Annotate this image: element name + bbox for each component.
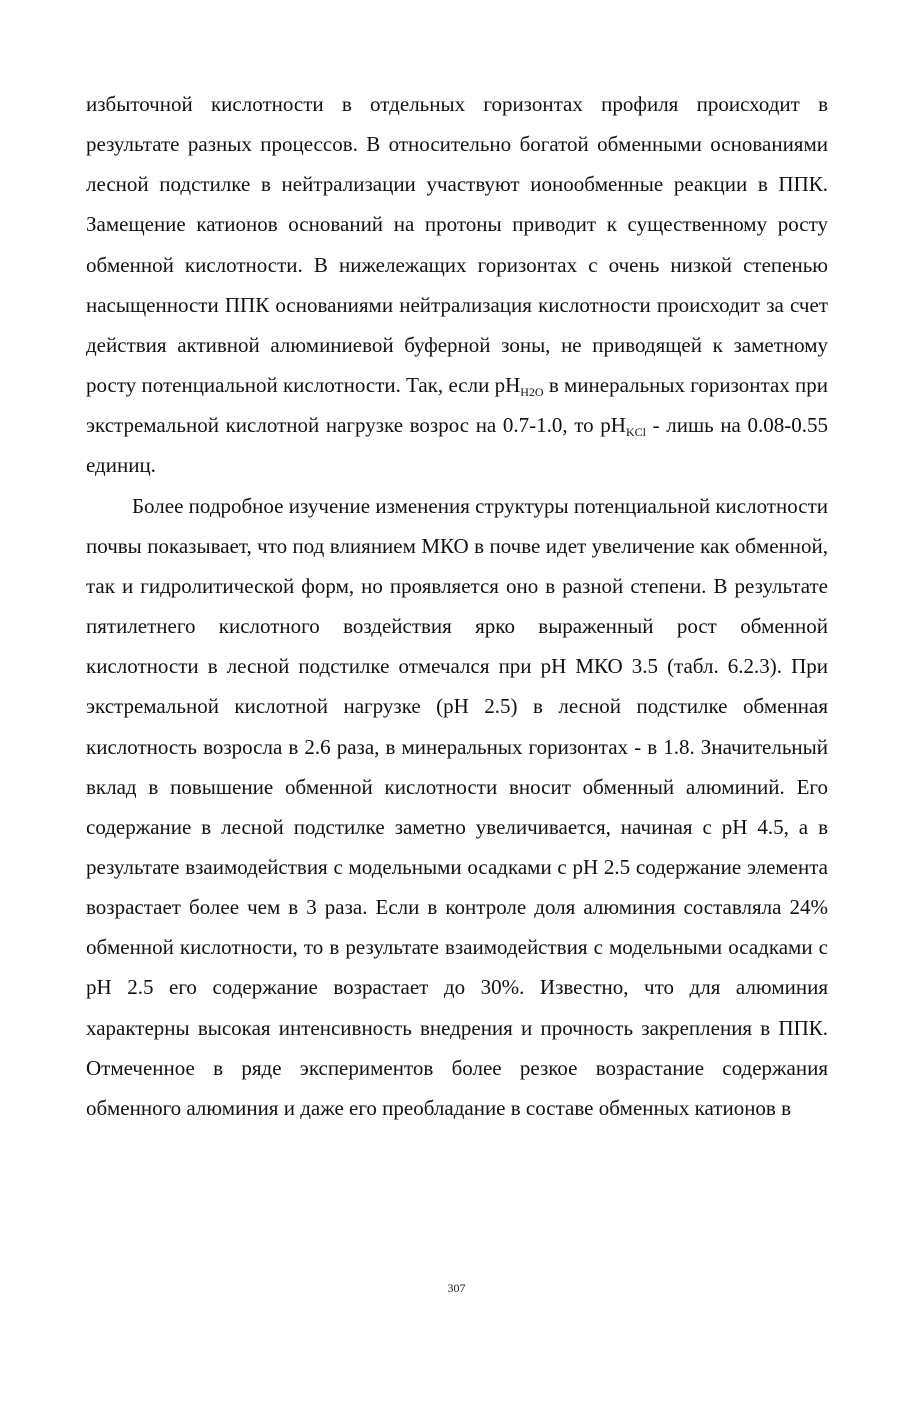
subscript-h2o: H2O	[520, 385, 544, 400]
paragraph-2: Более подробное изучение изменения структуры потенциальной кислотности почвы показывает, что под влиянием МКО в почве идет увеличение как обменной, так и гидролитической форм, но проявляется оно в разной степени. В результате пятилетнего кислотного воздействия ярко выраженный рост обменной кислотности в лесной подстилке отмечался при pH МКО 3.5 (табл. 6.2.3). При экстремальной кислотной нагрузке (pH 2.5) в лесной подстилке обменная кислотность возросла в 2.6 раза, в минеральных горизонтах - в 1.8. Значительный вклад в повышение обменной кислотности вносит обменный алюминий. Его содержание в лесной подстилке заметно увеличивается, начиная с pH 4.5, а в результате взаимодействия с модельными осадками с pH 2.5 содержание элемента возрастает более чем в 3 раза. Если в контроле доля алюминия составляла 24% обменной кислотности, то в результате взаимодействия с модельными осадками с pH 2.5 его содержание возрастает до 30%. Известно, что для алюминия характерны высокая интенсивность внедрения и прочность закрепления в ППК. Отмеченное в ряде экспериментов более резкое возрастание содержания обменного алюминия и даже его преобладание в составе обменных катионов в	[86, 493, 828, 1120]
subscript-kcl: KCl	[625, 425, 646, 440]
page-number: 307	[447, 1281, 466, 1295]
paragraph-1-text-b: в минеральных горизонтах при экстремальной кислотной нагрузке возрос на 0.7-1.0, то pH	[86, 373, 828, 438]
paragraph-1-text-a: избыточной кислотности в отдельных горизонтах профиля происходит в результате разных процессов. В относительно богатой обменными основаниями лесной подстилке в нейтрализации участвуют ионообменные реакции в ППК. Замещение катионов оснований на протоны приводит к существенному росту обменной кислотности. В нижележащих горизонтах с очень низкой степенью насыщенности ППК основаниями нейтрализация кислотности происходит за счет действия активной алюминиевой буферной зоны, не приводящей к заметному росту потенциальной кислотности. Так, если pH	[86, 92, 828, 398]
paragraph-1-text-c: - лишь на 0.08-0.55 единиц.	[86, 413, 828, 478]
paragraph-1	[86, 84, 828, 486]
page-body	[86, 84, 828, 1128]
